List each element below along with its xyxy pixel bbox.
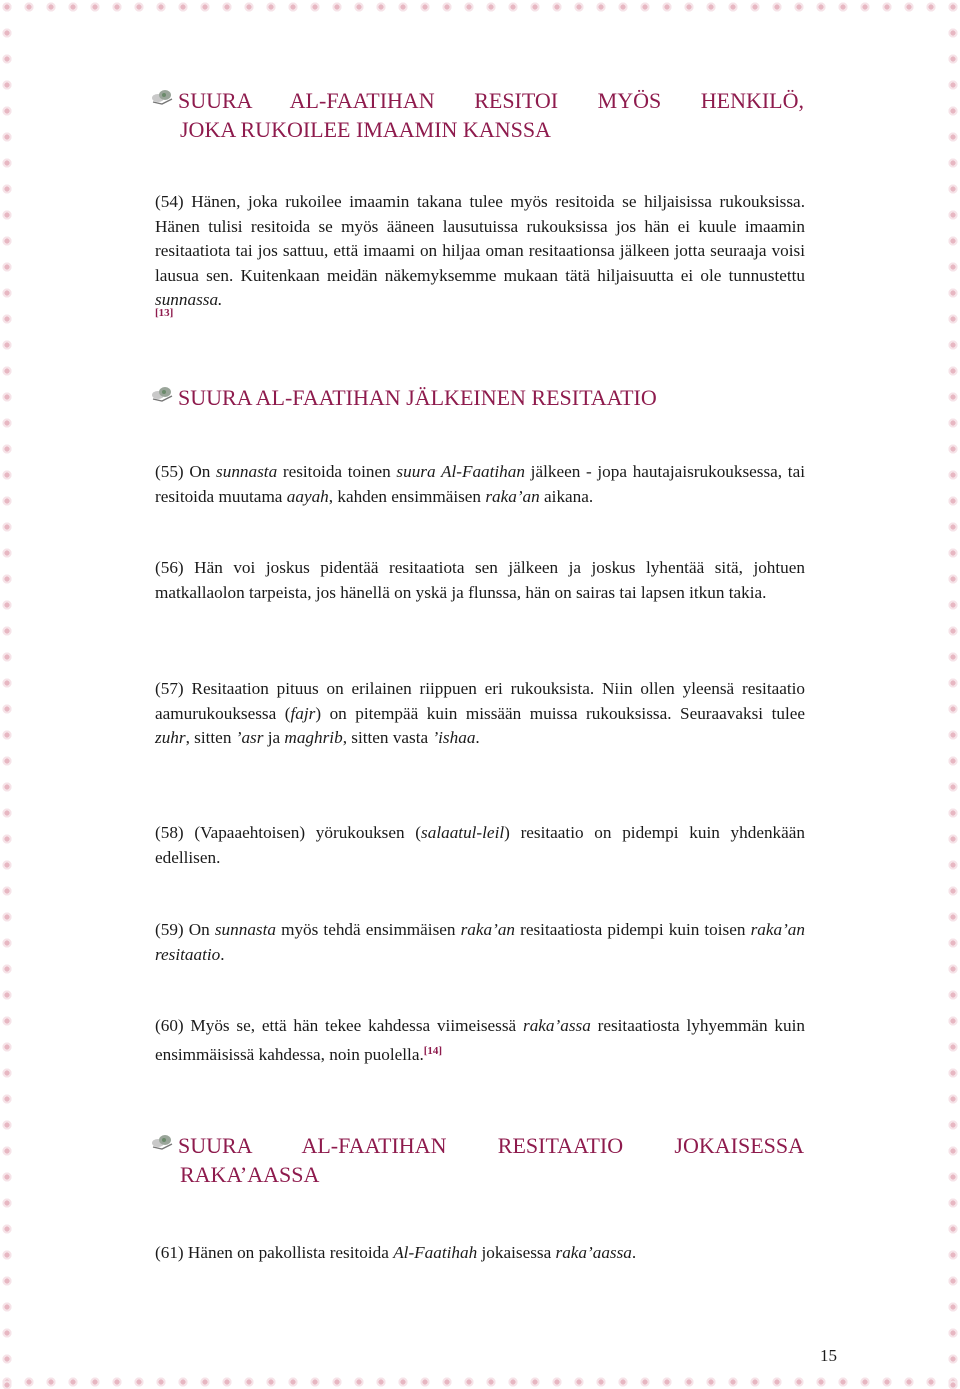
decorative-border-right [946,0,960,1389]
paragraph-61: (61) Hänen on pakollista resitoida Al-Faatihah jokaisessa raka’aassa. [155,1243,637,1262]
flower-bullet-icon [150,88,176,106]
section-heading-3 [150,1131,804,1189]
footnote-link-13[interactable]: [13] [155,307,174,319]
paragraph-54: (54) Hänen, joka rukoilee imaamin takana tulee myös resitoida se hiljaisissa rukouksissa. Hänen tulisi resitoida se myös ääneen lausutuissa rukouksissa jos hän ei kuule imaamin resitaatiota tai jos sattuu, että imaami on hiljaa oman resitaationsa jälkeen jotta seuraaja voisi lausua sen. Kuitenkaan meidän näkemyksemme mukaan tätä hiljaisuutta ei ole tunnustettu sunnassa. [155,192,805,309]
paragraph-58: (58) (Vapaaehtoisen) yörukouksen (salaatul-leil) resitaatio on pidempi kuin yhdenkään edellisen. [155,823,805,867]
section-heading-2 [150,383,804,412]
paragraph-56: (56) Hän voi joskus pidentää resitaatiota sen jälkeen ja joskus lyhentää sitä, johtuen matkallaolon tarpeista, jos hänellä on yskä ja flunssa, hän on sairas tai lapsen itkun takia. [155,558,805,602]
decorative-border-bottom [0,1375,960,1389]
heading-3-line-1: SUURA AL-FAATIHAN RESITAATIO JOKAISESSA [178,1133,804,1158]
section-heading-1 [150,86,804,144]
heading-1-line-1: SUURA AL-FAATIHAN RESITOI MYÖS HENKILÖ, [178,88,804,113]
paragraph-55: (55) On sunnasta resitoida toinen suura Al-Faatihan jälkeen - jopa hautajaisrukouksessa, tai resitoida muutama aayah, kahden ensimmäisen raka’an aikana. [155,462,805,506]
decorative-border-top [0,0,960,14]
heading-1-line-2: JOKA RUKOILEE IMAAMIN KANSSA [180,117,551,142]
heading-2-text: SUURA AL-FAATIHAN JÄLKEINEN RESITAATIO [178,385,657,410]
footnote-link-14[interactable]: [14] [423,1044,443,1057]
decorative-border-left [0,0,14,1389]
paragraph-59: (59) On sunnasta myös tehdä ensimmäisen raka’an resitaatiosta pidempi kuin toisen raka’an resitaatio. [155,920,805,964]
flower-bullet-icon [150,1133,176,1151]
flower-bullet-icon [150,385,176,403]
page-number: 15 [820,1346,837,1365]
paragraph-57: (57) Resitaation pituus on erilainen riippuen eri rukouksista. Niin ollen yleensä resitaatio aamurukouksessa (fajr) on pitempää kuin missään muissa rukouksissa. Seuraavaksi tulee zuhr, sitten ’asr ja maghrib, sitten vasta ’ishaa. [155,679,805,747]
paragraph-60: (60) Myös se, että hän tekee kahdessa viimeisessä raka’assa resitaatiosta lyhyemmän kuin ensimmäisissä kahdessa, noin puolella.[14] [155,1016,805,1064]
heading-3-line-2: RAKA’AASSA [180,1162,320,1187]
